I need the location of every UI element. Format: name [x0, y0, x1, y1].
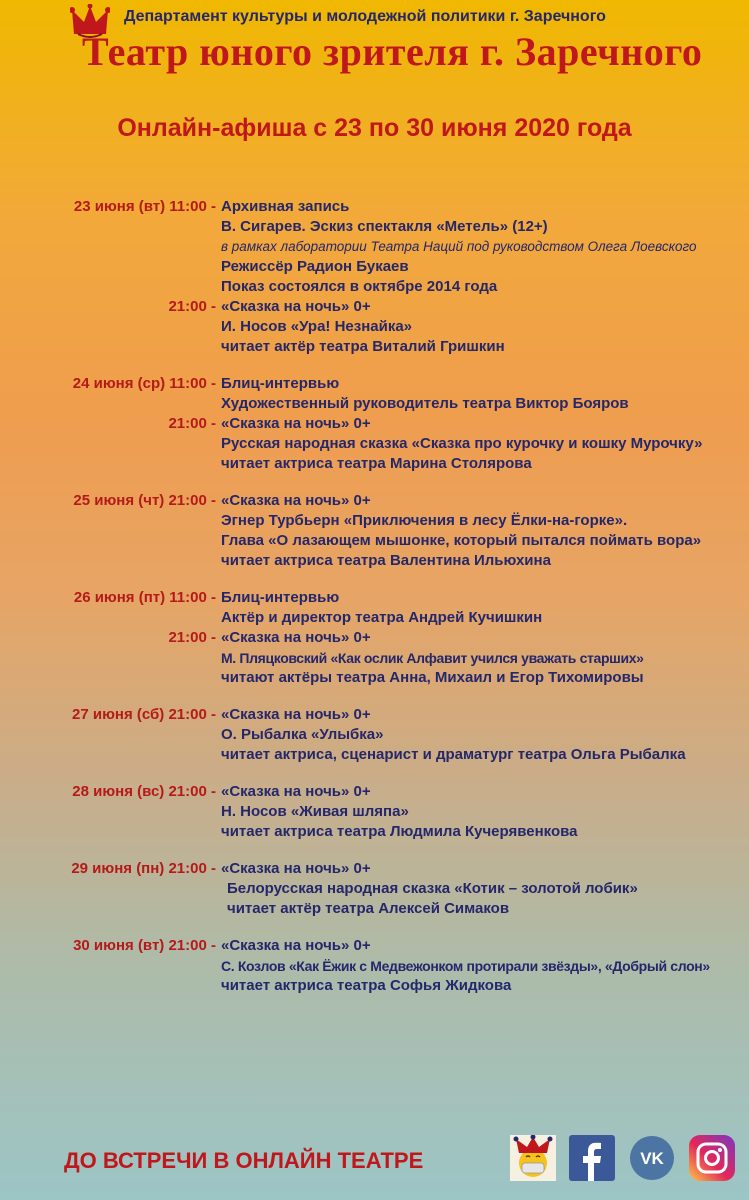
schedule-line [0, 512, 749, 532]
vk-icon-label: VK [640, 1149, 664, 1168]
schedule-line [0, 258, 749, 278]
event-title: «Сказка на ночь» 0+ [221, 492, 371, 509]
event-detail: И. Носов «Ура! Незнайка» [221, 318, 413, 335]
event-detail: С. Козлов «Как Ёжик с Медвежонком протирали звёзды», «Добрый слон» [221, 958, 710, 974]
schedule-line [0, 298, 749, 318]
vk-icon[interactable] [629, 1135, 675, 1181]
event-detail: читают актёры театра Анна, Михаил и Егор Тихомировы [221, 669, 644, 686]
schedule-line [0, 415, 749, 435]
theatre-title: Театр юного зрителя г. Заречного [82, 29, 703, 74]
schedule-line [0, 957, 749, 977]
event-title: «Сказка на ночь» 0+ [221, 860, 371, 877]
instagram-icon[interactable] [689, 1135, 735, 1181]
schedule-line [0, 977, 749, 997]
schedule-line [0, 375, 749, 395]
schedule-line [0, 609, 749, 629]
schedule-date-time: 25 июня (чт) 21:00 - [73, 492, 216, 509]
schedule-date-time: 24 июня (ср) 11:00 - [72, 375, 216, 392]
schedule-line [0, 589, 749, 609]
facebook-icon[interactable] [569, 1135, 615, 1181]
schedule-line [0, 726, 749, 746]
event-detail: Белорусская народная сказка «Котик – золотой лобик» [227, 880, 638, 897]
event-title: «Сказка на ночь» 0+ [221, 415, 371, 432]
schedule-date-time: 28 июня (вс) 21:00 - [72, 783, 216, 800]
event-title: Архивная запись [221, 198, 350, 215]
event-detail: В. Сигарев. Эскиз спектакля «Метель» (12+) [221, 218, 548, 235]
schedule-date-time: 21:00 - [168, 629, 216, 646]
schedule-list [0, 198, 749, 997]
event-title: «Сказка на ночь» 0+ [221, 629, 371, 646]
schedule-line [0, 492, 749, 512]
schedule-line [0, 552, 749, 572]
schedule-line [0, 318, 749, 338]
event-title: Блиц-интервью [221, 375, 340, 392]
event-detail: читает актриса театра Марина Столярова [221, 455, 532, 472]
schedule-line [0, 238, 749, 258]
schedule-line [0, 900, 749, 920]
schedule-line [0, 455, 749, 475]
schedule-date-time: 21:00 - [168, 415, 216, 432]
schedule-line [0, 278, 749, 298]
event-detail: читает актриса, сценарист и драматург театра Ольга Рыбалка [221, 746, 686, 763]
event-detail: Актёр и директор театра Андрей Кучишкин [221, 609, 543, 626]
event-title: «Сказка на ночь» 0+ [221, 937, 371, 954]
schedule-line [0, 783, 749, 803]
event-detail: читает актёр театра Виталий Гришкин [221, 338, 505, 355]
schedule-line [0, 395, 749, 415]
schedule-line [0, 198, 749, 218]
event-detail: Н. Носов «Живая шляпа» [221, 803, 409, 820]
event-detail: Глава «О лазающем мышонке, который пытался поймать вора» [221, 532, 702, 549]
schedule-line [0, 435, 749, 455]
schedule-date-time: 23 июня (вт) 11:00 - [73, 198, 216, 215]
event-detail: Режиссёр Радион Букаев [221, 258, 409, 275]
event-detail: читает актриса театра Софья Жидкова [221, 977, 512, 994]
schedule-line [0, 880, 749, 900]
event-detail: Художественный руководитель театра Виктор Бояров [221, 395, 629, 412]
event-title: «Сказка на ночь» 0+ [221, 706, 371, 723]
schedule-date-time: 21:00 - [168, 298, 216, 315]
schedule-line [0, 218, 749, 238]
page-subtitle: Онлайн-афиша с 23 по 30 июня 2020 года [117, 114, 632, 142]
schedule-date-time: 27 июня (сб) 21:00 - [72, 706, 216, 723]
schedule-line [0, 649, 749, 669]
footer-slogan: ДО ВСТРЕЧИ В ОНЛАЙН ТЕАТРЕ [64, 1148, 424, 1173]
event-detail: читает актриса театра Валентина Ильюхина [221, 552, 551, 569]
event-title: «Сказка на ночь» 0+ [221, 298, 371, 315]
event-detail: Показ состоялся в октябре 2014 года [221, 278, 498, 295]
schedule-line [0, 937, 749, 957]
schedule-line [0, 803, 749, 823]
schedule-line [0, 669, 749, 689]
event-detail: читает актриса театра Людмила Кучерявенкова [221, 823, 578, 840]
schedule-line [0, 746, 749, 766]
event-detail: Русская народная сказка «Сказка про курочку и кошку Мурочку» [221, 435, 703, 452]
event-title: Блиц-интервью [221, 589, 340, 606]
event-detail: М. Пляцковский «Как ослик Алфавит учился уважать старших» [221, 650, 644, 666]
schedule-line [0, 532, 749, 552]
event-detail: в рамках лаборатории Театра Наций под руководством Олега Лоевского [221, 239, 697, 254]
schedule-date-time: 26 июня (пт) 11:00 - [73, 589, 216, 606]
schedule-line [0, 860, 749, 880]
department-name: Департамент культуры и молодежной политики г. Заречного [124, 8, 606, 25]
schedule-line [0, 338, 749, 358]
event-detail: Эгнер Турбьерн «Приключения в лесу Ёлки-на-горке». [221, 512, 628, 529]
schedule-date-time: 29 июня (пн) 21:00 - [71, 860, 216, 877]
event-detail: О. Рыбалка «Улыбка» [221, 726, 384, 743]
schedule-date-time: 30 июня (вт) 21:00 - [73, 937, 216, 954]
schedule-line [0, 823, 749, 843]
schedule-line [0, 629, 749, 649]
event-title: «Сказка на ночь» 0+ [221, 783, 371, 800]
schedule-line [0, 706, 749, 726]
event-detail: читает актёр театра Алексей Симаков [227, 900, 510, 917]
theatre-mascot-icon[interactable] [510, 1135, 556, 1181]
